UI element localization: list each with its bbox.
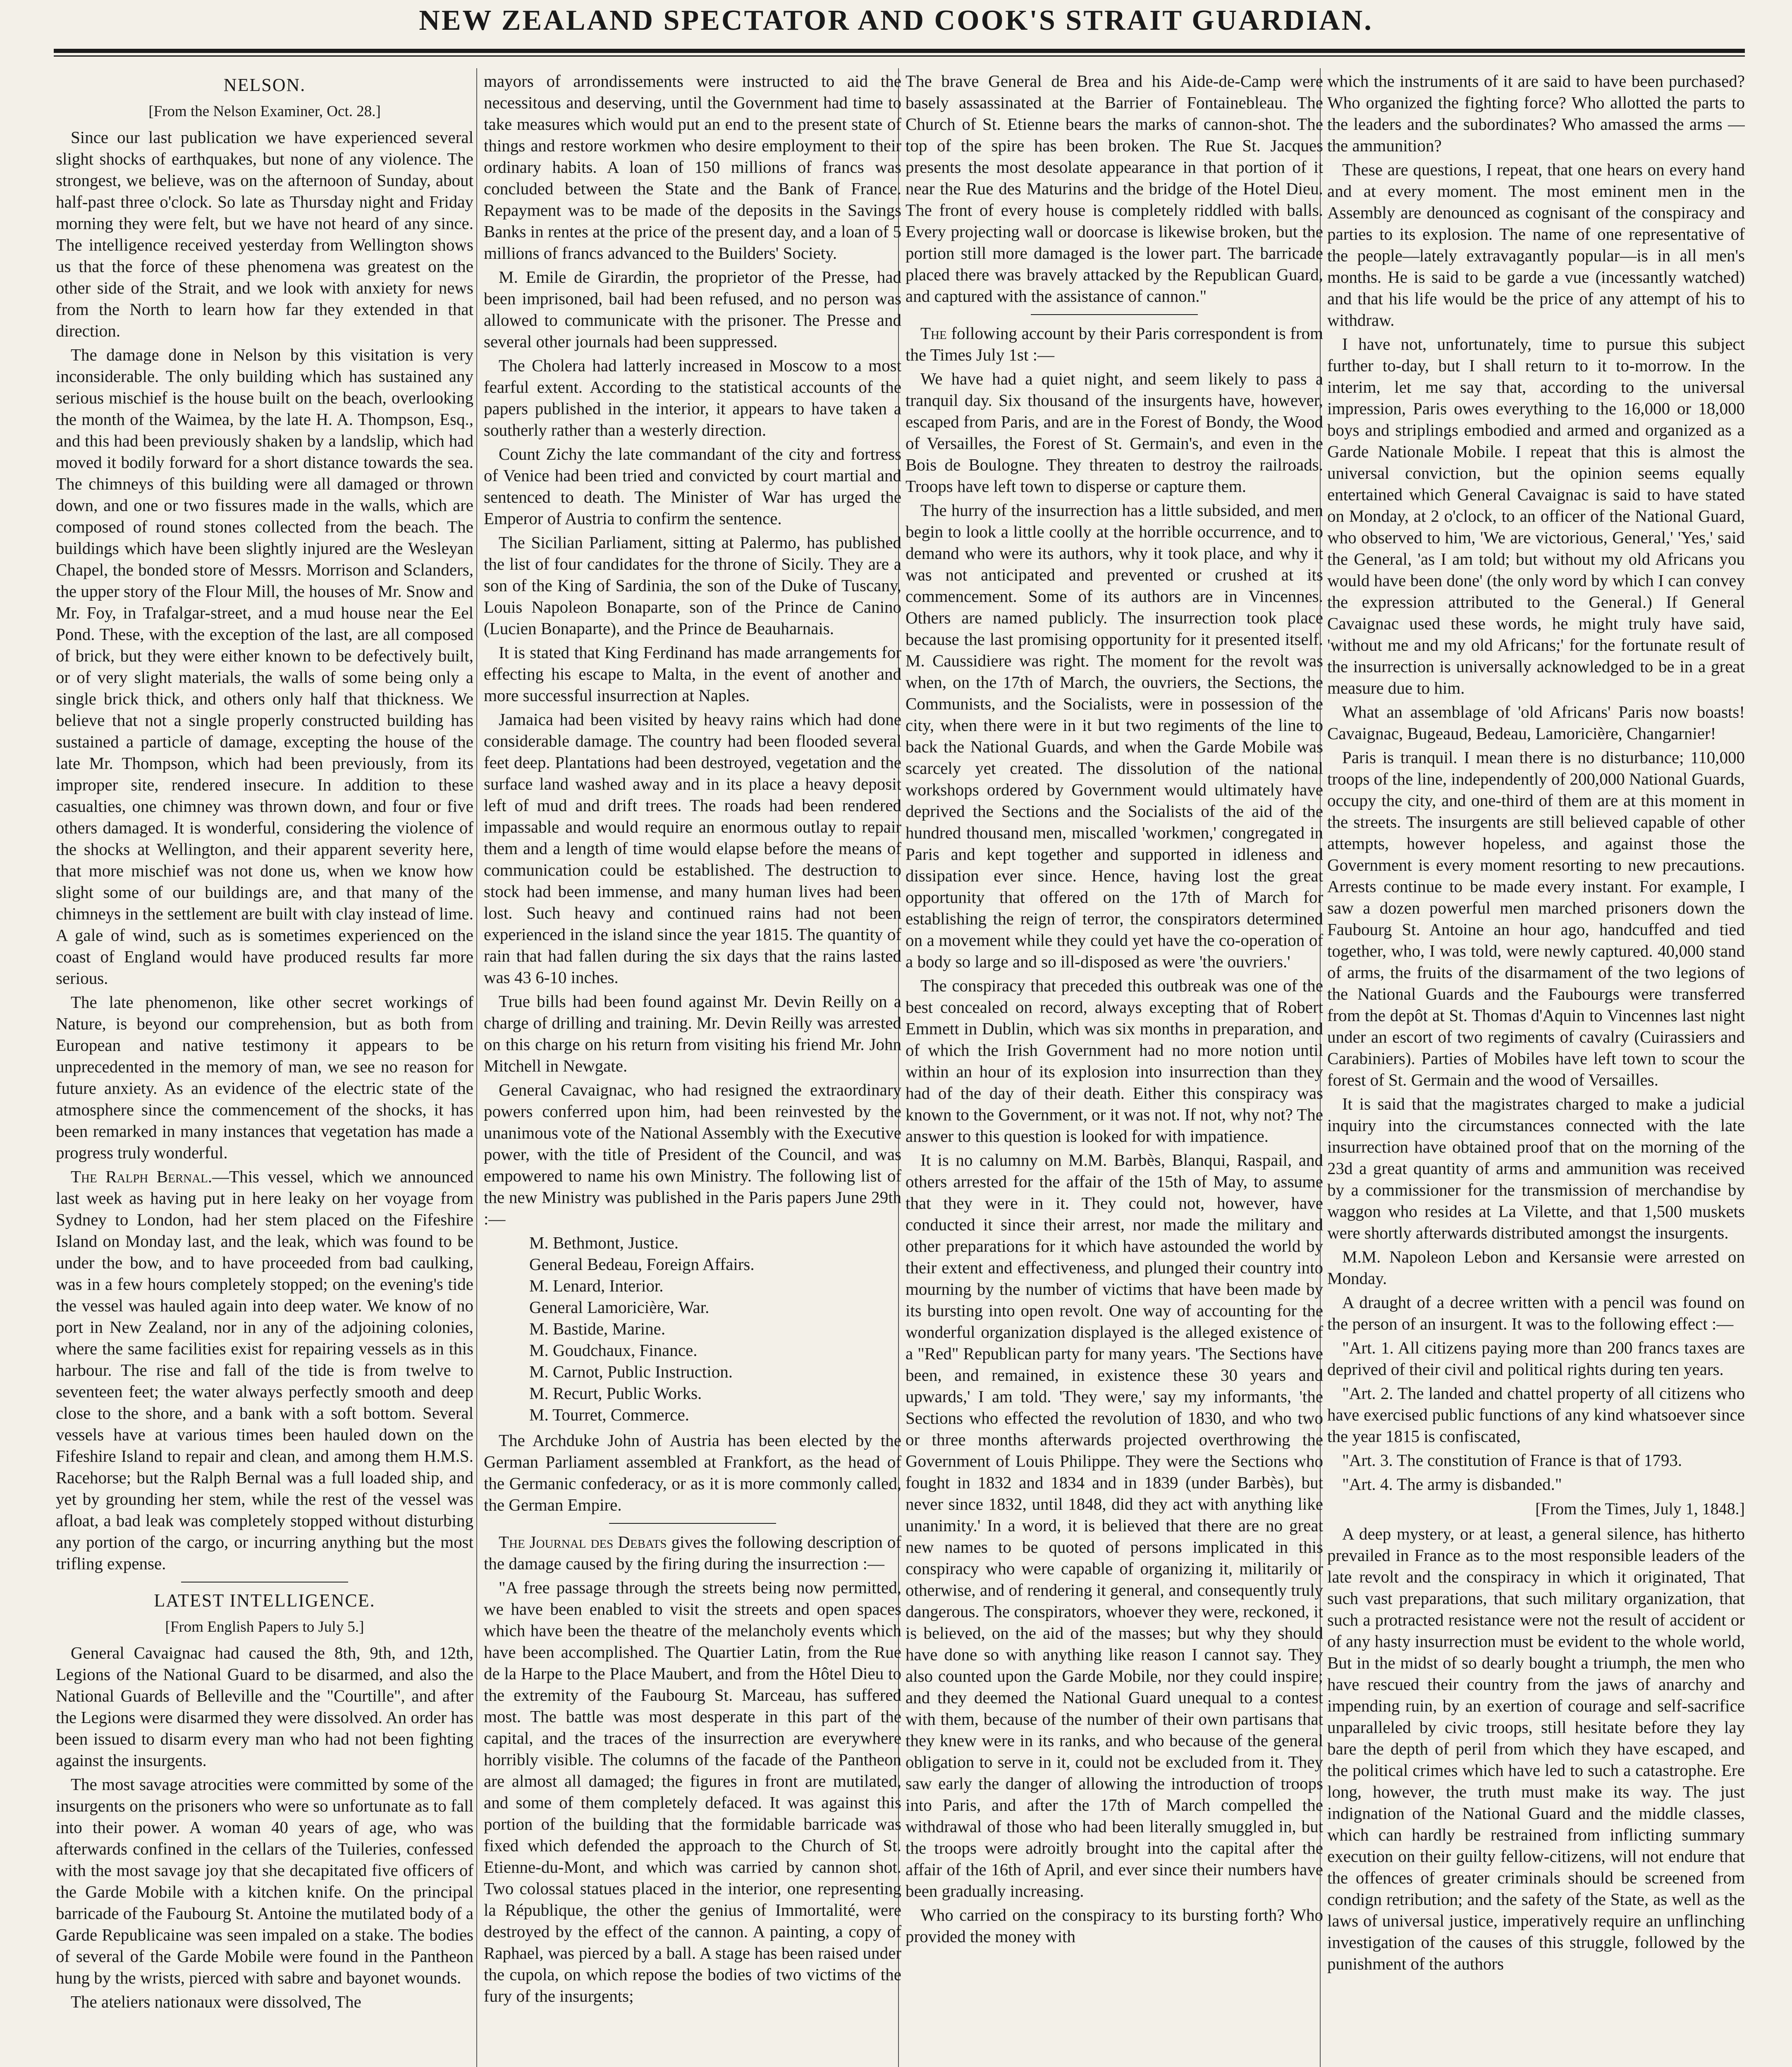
ministry-item: General Lamoricière, War. xyxy=(529,1298,710,1317)
ministry-item: M. Goudchaux, Finance. xyxy=(529,1341,698,1360)
article-paragraph: What an assemblage of 'old Africans' Paris now boasts! Cavaignac, Bugeaud, Bedeau, Lamoricière, Changarnier! xyxy=(1327,702,1745,743)
paragraph-body: —This vessel, which we announced last week as having put in here leaky on her voyage from Sydney to London, had her stem placed on the Fifeshire Island on Monday last, and the leak, which was found to be under the bow, and to have proceeded from bad caulking, was in a few hours completely stopped; on the evening's tide the vessel was hauled again into deep water. We know of no port in New Zealand, nor in any of the adjoining colonies, where the same facilities exist for repairing vessels as in this harbour. The rise and fall of the tide is from twelve to seventeen feet; the water always perfectly smooth and deep close to the shore, and a bank with a soft bottom. Several vessels have at various times been hauled down on the Fifeshire Island to repair and clean, and among them H.M.S. Racehorse; but the Ralph Bernal was a full loaded ship, and yet by grounding her stem, while the rest of the vessel was afloat, a bad leak was completely stopped without disturbing any portion of the cargo, or incurring anything but the most trifling expense. xyxy=(56,1167,473,1573)
article-paragraph xyxy=(906,322,1323,365)
source-line: [From the Nelson Examiner, Oct. 28.] xyxy=(148,103,381,120)
ministry-item: General Bedeau, Foreign Affairs. xyxy=(529,1255,755,1274)
article-paragraph: A deep mystery, or at least, a general silence, has hitherto prevailed in France as to the most responsible leaders of the late revolt and the conspiracy in which it originated, That such vast preparations, that such military organization, that such a protracted resistance were not the result of accident or of any hasty insurrection must be evident to the whole world, But in the midst of so dearly bought a triumph, the men who have rescued their country from the jaws of anarchy and impending ruin, by an exertion of courage and self-sacrifice unparalleled by civic troops, still hesitate before they lay bare the depth of peril from which they have escaped, and the political crimes which have led to such a catastrophe. Ere long, however, the truth must make its way. The just indignation of the National Guard and the middle classes, which can hardly be restrained from inflicting summary execution on their guilty fellow-citizens, will not endure that the offences of greater criminals should be screened from condign retribution; and the safety of the State, as well as the laws of universal justice, imperatively require an unflinching investigation of the causes of this struggle, followed by the punishment of the authors xyxy=(1327,1524,1745,1973)
article-paragraph: The late phenomenon, like other secret workings of Nature, is beyond our comprehension, but as both from European and native testimony it appears to be unprecedented in the memory of man, we see no reason for future anxiety. As an evidence of the electric state of the atmosphere since the commencement of the shocks, it has been remarked in many instances that vegetation has made a progress truly wonderful. xyxy=(56,993,473,1162)
masthead-rule-thick xyxy=(54,49,1745,53)
article-paragraph: M. Emile de Girardin, the proprietor of the Presse, had been imprisoned, bail had been refused, and no person was allowed to communicate with the prisoner. The Presse and several other journals had been suppressed. xyxy=(484,267,901,351)
article-paragraph: The brave General de Brea and his Aide-de-Camp were basely assassinated at the Barrier of Fontainebleau. The Church of St. Etienne bears the marks of cannon-shot. The top of the spire has been broken. The Rue St. Jacques presents the most desolate appearance in that portion of it near the Rue des Maturins and the bridge of the Hotel Dieu. The front of every house is completely riddled with balls. Every projecting wall or doorcase is likewise broken, but the portion still more damaged is the lower part. The barricade placed there was bravely attacked by the Republican Guard, and captured with the assistance of cannon." xyxy=(906,72,1323,306)
decree-article: "Art. 2. The landed and chattel property of all citizens who have exercised public functions of any kind whatsoever since the year 1815 is confiscated, xyxy=(1327,1384,1745,1446)
masthead-rule-thin xyxy=(54,55,1745,57)
ministry-item: M. Lenard, Interior. xyxy=(529,1276,664,1295)
article-paragraph: The hurry of the insurrection has a little subsided, and men begin to look a little coolly at the horrible occurrence, and to demand who were its authors, why it took place, and why it was not anticipated and prevented or crushed at its commencement. Some of its authors are in Vincennes. Others are named publicly. The insurrection took place because the last promising opportunity for it presented itself. M. Caussidiere was right. The moment for the revolt was when, on the 17th of March, the ouvriers, the Sections, the Communists, and the Socialists, were in possession of the city, when there were in it but two regiments of the line to back the National Guards, and when the Garde Mobile was scarcely yet created. The dissolution of the national workshops ordered by Government would ultimately have deprived the Sections and the Socialists of the aid of the hundred thousand men, miscalled 'workmen,' congregated in Paris and kept together and supported in idleness and dissipation ever since. Hence, having lost the great opportunity that offered on the 17th of March for establishing the reign of terror, the conspirators determined on a movement while they could yet have the co-operation of a body so large and so ill-disposed as were 'the ouvriers.' xyxy=(906,501,1323,971)
article-paragraph: A draught of a decree written with a pencil was found on the person of an insurgent. It was to the following effect :— xyxy=(1327,1293,1745,1333)
article-paragraph: True bills had been found against Mr. Devin Reilly on a charge of drilling and training. Mr. Devin Reilly was arrested on this charge on his return from visiting his friend Mr. John Mitchell in Newgate. xyxy=(484,992,901,1075)
column-divider xyxy=(476,68,477,2067)
article-paragraph xyxy=(56,1166,473,1574)
paragraph-body: following account by their Paris correspondent is from the Times July 1st :— xyxy=(906,324,1323,364)
section-divider xyxy=(609,1523,776,1524)
article-paragraph: The ateliers nationaux were dissolved, The xyxy=(71,1992,361,2011)
section-heading-nelson: NELSON. xyxy=(223,75,306,95)
decree-article: "Art. 1. All citizens paying more than 200 francs taxes are deprived of their civil and political rights during ten years. xyxy=(1327,1338,1745,1379)
article-paragraph: The most savage atrocities were committed by some of the insurgents on the prisoners who were so unfortunate as to fall into their power. A woman 40 years of age, who was afterwards confined in the cellars of the Tuileries, confessed with the most savage joy that she decapitated five officers of the Garde Mobile with a kitchen knife. On the principal barricade of the Faubourg St. Antoine the mutilated body of a Garde Republicaine was seen impaled on a stake. The bodies of several of the Garde Mobile were found in the Pantheon hung by the wrists, pierced with sabre and bayonet wounds. xyxy=(56,1775,473,1987)
paragraph-lead: The Ralph Bernal. xyxy=(71,1167,213,1186)
decree-article: "Art. 3. The constitution of France is that of 1793. xyxy=(1342,1451,1682,1470)
article-paragraph: The damage done in Nelson by this visitation is very inconsiderable. The only building which has sustained any serious mischief is the house built on the beach, overlooking the month of the Waimea, by the late H. A. Thompson, Esq., and this had been previously shaken by a landslip, which had moved it bodily forward for a short distance towards the sea. The chimneys of this building were all damaged or thrown down, and one or two fissures made in the walls, which are composed of round stones collected from the beach. The buildings which have been slightly injured are the Wesleyan Chapel, the bonded store of Messrs. Morrison and Sclanders, the upper story of the Flour Mill, the houses of Mr. Snow and Mr. Foy, in Trafalgar-street, and a mud house near the Eel Pond. These, with the exception of the last, are all composed of brick, but they were either known to be defectively built, or of very slight materials, the walls of some being only a single brick thick, and others only half that thickness. We believe that not a single properly constructed building has sustained a particle of damage, excepting the house of the late Mr. Thompson, which had been previously, from its improper site, rendered insecure. In addition to these casualties, one chimney was thrown down, and four or five others damaged. It is wonderful, considering the violence of the shocks at Wellington, and their apparent severity here, that more mischief was not done us, when we know how slight some of our buildings are, and that many of the chimneys in the settlement are built with clay instead of lime. A gale of wind, such as is sometimes experienced on the coast of England would have produced results far more serious. xyxy=(56,345,473,988)
article-paragraph: Jamaica had been visited by heavy rains which had done considerable damage. The country had been flooded several feet deep. Plantations had been destroyed, vegetation and the surface land washed away and in its place a heavy deposit left of mud and drift trees. The roads had been rendered impassable and would require an enormous outlay to repair them and a length of time would elapse before the means of communication could be established. The destruction to stock had been immense, and many human lives had been lost. Such heavy and continued rains had not been experienced in the island since the year 1815. The quantity of rain that had fallen during the six days that the rains lasted was 43 6-10 inches. xyxy=(484,710,901,987)
article-paragraph: These are questions, I repeat, that one hears on every hand and at every moment. The most eminent men in the Assembly are denounced as cognisant of the conspiracy and parties to its explosion. The name of one representative of the people—lately extravagantly popular—is in all men's months. He is said to be garde a vue (incessantly watched) and that his life would be the price of any attempt of his to withdraw. xyxy=(1327,160,1745,329)
column-2 xyxy=(484,70,901,2067)
article-paragraph: Since our last publication we have experienced several slight shocks of earthquakes, but none of any violence. The strongest, we believe, was on the afternoon of Sunday, about half-past three o'clock. So late as Thursday night and Friday morning they were felt, but we have not heard of any since. The intelligence received yesterday from Wellington shows us that the force of these phenomena was greatest on the other side of the Strait, and we look with anxiety for news from the North to learn how far they extended in that direction. xyxy=(56,128,473,340)
article-paragraph: General Cavaignac, who had resigned the extraordinary powers conferred upon him, had been reinvested by the unanimous vote of the National Assembly with the Executive power, with the title of President of the Council, and was empowered to name his own Ministry. The following list of the new Ministry was published in the Paris papers June 29th :— xyxy=(484,1080,901,1228)
paragraph-body: gives the following description of the damage caused by the firing during the insurrection :— xyxy=(484,1532,901,1573)
article-paragraph: M.M. Napoleon Lebon and Kersansie were arrested on Monday. xyxy=(1327,1247,1745,1288)
column-4 xyxy=(1327,70,1745,2067)
section-heading-latest: LATEST INTELLIGENCE. xyxy=(154,1590,375,1611)
article-paragraph: I have not, unfortunately, time to pursue this subject further to-day, but I shall return to it to-morrow. In the interim, let me say that, according to the universal impression, Paris owes everything to the 16,000 or 18,000 boys and striplings embodied and armed and organized as a Garde Nationale Mobile. I repeat that this is almost the universal conviction, but the opinion seems equally entertained which General Cavaignac is said to have stated on Monday, at 2 o'clock, to an officer of the National Guard, who observed to him, 'We are victorious, General,' 'Yes,' said the General, 'as I am told; but without my old Africans you would have been done' (the only word by which I can convey the expression attributed to the General.) If General Cavaignac used these words, he might truly have said, 'without me and my old Africans;' for the fortunate result of the insurrection is universally acknowledged to be in a great measure due to him. xyxy=(1327,334,1745,697)
source-line: [From English Papers to July 5.] xyxy=(165,1618,364,1635)
section-divider xyxy=(1031,314,1198,315)
article-paragraph: General Cavaignac had caused the 8th, 9th, and 12th, Legions of the National Guard to be disarmed, and also the National Guards of Belleville and the "Courtille", and after the Legions were disarmed they were dissolved. An order has been issued to disarm every man who had not been fighting against the insurgents. xyxy=(56,1643,473,1770)
article-paragraph: which the instruments of it are said to have been purchased? Who organized the fighting force? Who allotted the parts to the leaders and the subordinates? Who amassed the arms —the ammunition? xyxy=(1327,72,1745,155)
column-1 xyxy=(56,70,473,2067)
article-paragraph: mayors of arrondissements were instructed to aid the necessitous and deserving, until the Government had time to take measures which would put an end to the present state of things and restore workmen who desire employment to their ordinary habits. A loan of 150 millions of francs was concluded between the State and the Bank of France. Repayment was to be made of the deposits in the Savings Banks in rentes at the price of the present day, and a loan of 5 millions of francs advanced to the Builders' Society. xyxy=(484,72,901,263)
article-paragraph: Count Zichy the late commandant of the city and fortress of Venice had been tried and convicted by court martial and sentenced to death. The Minister of War has urged the Emperor of Austria to confirm the sentence. xyxy=(484,444,901,528)
ministry-item: M. Bastide, Marine. xyxy=(529,1319,666,1338)
ministry-item: M. Carnot, Public Instruction. xyxy=(529,1362,733,1381)
article-paragraph: It is said that the magistrates charged to make a judicial inquiry into the circumstances connected with the late insurrection have obtained proof that on the morning of the 23d a great quantity of arms and ammunition was received by a commissioner for the transmission of merchandise by waggon who resides at La Vilette, and that 1,500 muskets were shortly afterwards distributed amongst the insurgents. xyxy=(1327,1094,1745,1242)
masthead xyxy=(0,0,1792,45)
article-paragraph: The Cholera had latterly increased in Moscow to a most fearful extent. According to the statistical accounts of the papers published in the interior, it appears to have taken a southerly rather than a westerly direction. xyxy=(484,356,901,439)
article-paragraph: Paris is tranquil. I mean there is no disturbance; 110,000 troops of the line, independently of 200,000 National Guards, occupy the city, and one-third of them are at this moment in the streets. The insurgents are still believed capable of other attempts, however hopeless, and against those the Government is every moment resorting to new precautions. Arrests continue to be made every instant. For example, I saw a dozen powerful men marched prisoners down the Faubourg St. Antoine an hour ago, handcuffed and tied together, who, I was told, were newly captured. 40,000 stand of arms, the fruits of the disarmament of the two legions of the National Guards and the Faubourgs were transferred from the depôt at St. Thomas d'Aquin to Vincennes last night under an escort of two regiments of cavalry (Cuirassiers and Carabiniers). Parties of Mobiles have left town to scour the forest of St. Germain and the wood of Versailles. xyxy=(1327,748,1745,1089)
paragraph-lead: The Journal des Debats xyxy=(499,1532,667,1551)
article-paragraph: The Archduke John of Austria has been elected by the German Parliament assembled at Frankfort, as the head of the Germanic confederacy, or as it is more commonly called, the German Empire. xyxy=(484,1431,901,1514)
ministry-item: M. Tourret, Commerce. xyxy=(529,1405,689,1424)
article-paragraph: "A free passage through the streets being now permitted, we have been enabled to visit the streets and open spaces which have been the theatre of the melancholy events which have been accomplished. The Quartier Latin, from the Rue de la Harpe to the Place Maubert, and from the Hôtel Dieu to the extremity of the Faubourg St. Marceau, has suffered most. The battle was most desperate in this part of the capital, and the traces of the insurrection are everywhere horribly visible. The columns of the facade of the Pantheon are almost all damaged; the figures in front are mutilated, and some of them completely defaced. It was against this portion of the building that the formidable barricade was fixed which defended the approach to the Church of St. Etienne-du-Mont, and which was carried by cannon shot. Two colossal statues placed in the interior, one representing la République, the other the genius of Immortalité, were destroyed by the effect of the cannon. A painting, a copy of Raphael, was pierced by a ball. A stage has been raised under the cupola, on which repose the bodies of two victims of the fury of the insurgents; xyxy=(484,1578,901,2005)
ministry-list xyxy=(529,1232,901,1425)
article-paragraph: Who carried on the conspiracy to its bursting forth? Who provided the money with xyxy=(906,1905,1323,1946)
decree-article: "Art. 4. The army is disbanded." xyxy=(1342,1475,1562,1494)
article-paragraph xyxy=(484,1531,901,1574)
source-line: [From the Times, July 1, 1848.] xyxy=(1535,1499,1745,1518)
article-paragraph: We have had a quiet night, and seem likely to pass a tranquil day. Six thousand of the insurgents have, however, escaped from Paris, and are in the Forest of Bondy, the Wood of Versailles, the Forest of St. Germain's, and even in the Bois de Boulogne. They threaten to destroy the railroads. Troops have left town to disperse or capture them. xyxy=(906,369,1323,496)
column-3 xyxy=(906,70,1323,2067)
masthead-title: NEW ZEALAND SPECTATOR AND COOK'S STRAIT GUARDIAN. xyxy=(419,5,1373,36)
paragraph-lead: The xyxy=(920,324,947,343)
article-paragraph: It is stated that King Ferdinand has made arrangements for effecting his escape to Malta, in the event of another and more successful insurrection at Naples. xyxy=(484,643,901,705)
ministry-item: M. Bethmont, Justice. xyxy=(529,1233,679,1252)
article-paragraph: The Sicilian Parliament, sitting at Palermo, has published the list of four candidates for the throne of Sicily. They are a son of the King of Sardinia, the son of the Duke of Tuscany, Louis Napoleon Bonaparte, son of the Prince de Canino (Lucien Bonaparte), and the Prince de Beauharnais. xyxy=(484,533,901,638)
article-paragraph: It is no calumny on M.M. Barbès, Blanqui, Raspail, and others arrested for the affair of the 15th of May, to assume that they were in it. They could not, however, have conducted it since their arrest, nor made the military and other preparations for it which have astounded the world by their extent and effectiveness, and plunged their country into mourning by the number of victims that have been made by its bursting into open revolt. One way of accounting for the wonderful organization displayed is the alleged existence of a "Red" Republican party for many years. 'The Sections have been, and remained, in existence these 30 years and upwards,' I am told. 'They were,' say my informants, 'the Sections who effected the revolution of 1830, and who two or three months afterwards projected overthrowing the Government of Louis Philippe. They were the Sections who fought in 1832 and 1834 and in 1839 (under Barbès), but never since 1832, until 1848, did they act with anything like unanimity.' In a word, it is believed that there are no great new names to be quoted of persons implicated in this conspiracy who were capable of organizing it, militarily or otherwise, and of rendering it general, and consequently truly dangerous. The conspirators, whoever they were, reckoned, it is believed, on the aid of the masses; but why they should have done so with anything like reason I cannot say. They also counted upon the Garde Mobile, nor they could inspire; and they deemed the National Guard unequal to a contest with them, because of the number of their own partisans that they knew were in its ranks, and who because of the general obligation to serve in it, could not be excluded from it. They saw early the danger of allowing the introduction of troops into Paris, and after the 17th of March compelled the withdrawal of those who had been literally smuggled in, but the troops were adroitly brought into the capital after the affair of the 16th of April, and ever since their numbers have been gradually increasing. xyxy=(906,1150,1323,1900)
ministry-item: M. Recurt, Public Works. xyxy=(529,1384,702,1403)
article-paragraph: The conspiracy that preceded this outbreak was one of the best concealed on record, always excepting that of Robert Emmett in Dublin, which was six months in preparation, and of which the Irish Government had no more notion until within an hour of its explosion into insurrection than they had of the day of their death. Either this conspiracy was known to the Government, or it was not. If not, why not? The answer to this question is looked for with impatience. xyxy=(906,976,1323,1146)
